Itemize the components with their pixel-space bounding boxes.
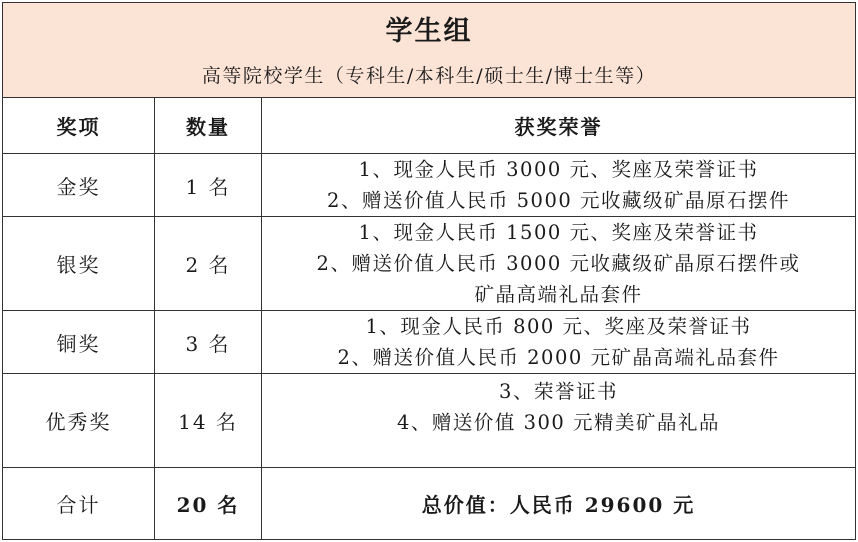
awards-table bbox=[2, 2, 856, 540]
award-count: 1 名 bbox=[155, 154, 262, 217]
honor-line: 1、现金人民币 3000 元、奖座及荣誉证书 bbox=[358, 158, 759, 181]
table-row-total bbox=[3, 468, 856, 540]
honor-line: 2、赠送价值人民币 2000 元矿晶高端礼品套件 bbox=[337, 346, 780, 369]
table-subtitle: 高等院校学生（专科生/本科生/硕士生/博士生等） bbox=[201, 65, 657, 87]
award-honor bbox=[262, 154, 856, 217]
header-honor: 获奖荣誉 bbox=[262, 98, 856, 154]
table-title: 学生组 bbox=[385, 16, 473, 47]
total-value: 总价值：人民币 29600 元 bbox=[262, 468, 856, 540]
award-honor bbox=[262, 311, 856, 374]
award-name: 优秀奖 bbox=[3, 374, 155, 468]
award-name: 银奖 bbox=[3, 217, 155, 311]
award-honor bbox=[262, 374, 856, 468]
table-row-gold bbox=[3, 154, 856, 217]
honor-line: 1、现金人民币 1500 元、奖座及荣誉证书 bbox=[358, 221, 759, 244]
honor-line: 4、赠送价值 300 元精美矿晶礼品 bbox=[396, 411, 721, 434]
award-name: 金奖 bbox=[3, 154, 155, 217]
table-header-banner bbox=[3, 3, 856, 98]
table-row-silver bbox=[3, 217, 856, 311]
honor-line: 矿晶高端礼品套件 bbox=[474, 283, 643, 306]
award-count: 3 名 bbox=[155, 311, 262, 374]
column-header-row bbox=[3, 98, 856, 154]
table-row-excellence bbox=[3, 374, 856, 468]
total-count: 20 名 bbox=[155, 468, 262, 540]
award-count: 14 名 bbox=[155, 374, 262, 468]
header-award: 奖项 bbox=[3, 98, 155, 154]
award-count: 2 名 bbox=[155, 217, 262, 311]
header-count: 数量 bbox=[155, 98, 262, 154]
honor-line: 1、现金人民币 800 元、奖座及荣誉证书 bbox=[365, 315, 752, 338]
award-honor bbox=[262, 217, 856, 311]
honor-line: 3、荣誉证书 bbox=[499, 380, 618, 403]
honor-line: 2、赠送价值人民币 5000 元收藏级矿晶原石摆件 bbox=[327, 189, 790, 212]
total-label: 合计 bbox=[3, 468, 155, 540]
honor-line: 2、赠送价值人民币 3000 元收藏级矿晶原石摆件或 bbox=[316, 252, 801, 275]
table-row-bronze bbox=[3, 311, 856, 374]
award-name: 铜奖 bbox=[3, 311, 155, 374]
